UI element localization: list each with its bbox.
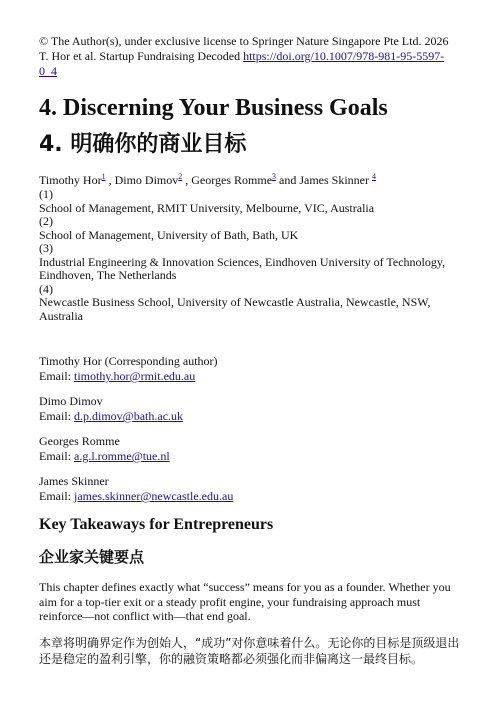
section-heading-zh: 企业家关键要点: [39, 548, 145, 566]
email-label: Email:: [39, 449, 74, 463]
affiliation-text: School of Management, RMIT University, Melbourne, VIC, Australia: [39, 200, 375, 215]
takeaway-paragraph-zh: 本章将明确界定作为创始人，“成功”对你意味着什么。无论你的目标是顶级退出还是稳定的盈利引擎，你的融资策略都必须强化而非偏离这一最终目标。: [39, 635, 460, 666]
copyright-line: © The Author(s), under exclusive license to Springer Nature Singapore Pte Ltd. 2026: [39, 34, 449, 48]
affiliation-text: Newcastle Business School, University of Newcastle Australia, Newcastle, NSW, Australia: [39, 295, 431, 323]
affiliation-number: (2): [39, 214, 53, 228]
book-ref-text: T. Hor et al. Startup Fundraising Decoded: [39, 49, 244, 63]
contact-entry: [39, 434, 462, 464]
chapter-title-en: 4. Discerning Your Business Goals: [39, 95, 388, 121]
author-affiliation-link[interactable]: 1: [101, 172, 106, 181]
email-link[interactable]: james.skinner@newcastle.edu.au: [74, 489, 234, 503]
affiliation-list: [39, 188, 462, 323]
email-label: Email:: [39, 409, 74, 423]
book-reference: [39, 49, 462, 79]
author-affiliation-link[interactable]: 3: [272, 172, 277, 181]
email-link[interactable]: d.p.dimov@bath.ac.uk: [74, 409, 184, 423]
contact-name: Timothy Hor (Corresponding author): [39, 354, 218, 368]
contact-entry: [39, 354, 462, 384]
contact-entry: [39, 474, 462, 504]
email-label: Email:: [39, 489, 74, 503]
doi-link[interactable]: https://doi.org/10.1007/978-981-95-5597-0_4: [39, 49, 445, 78]
contact-list: [39, 354, 462, 504]
contact-name: James Skinner: [39, 474, 109, 488]
affiliation-number: (1): [39, 187, 53, 201]
email-link[interactable]: timothy.hor@rmit.edu.au: [74, 369, 196, 383]
email-link[interactable]: a.g.l.romme@tue.nl: [74, 449, 170, 463]
author-separator: ,: [182, 173, 192, 187]
author-separator: and: [276, 173, 300, 187]
chapter-title-zh: 4. 明确你的商业目标: [39, 132, 247, 157]
author-separator: ,: [105, 173, 115, 187]
contact-name: Dimo Dimov: [39, 394, 103, 408]
author-name: Dimo Dimov: [114, 173, 179, 187]
affiliation-text: Industrial Engineering & Innovation Sciences, Eindhoven University of Technology, Eindhoven, The Netherlands: [39, 254, 446, 282]
takeaway-paragraph-en: This chapter defines exactly what “success” means for you as a founder. Whether you aim for a top-tier exit or a steady profit engine, your fundraising approach must reinforce—not conflict with—that end goal.: [39, 580, 451, 623]
email-label: Email:: [39, 369, 74, 383]
author-affiliation-link[interactable]: 4: [372, 172, 376, 181]
author-list: [39, 173, 462, 188]
author-name: Georges Romme: [191, 173, 273, 187]
contact-name: Georges Romme: [39, 434, 120, 448]
author-affiliation-link[interactable]: 2: [178, 172, 183, 181]
affiliation-number: (3): [39, 241, 53, 255]
author-name: Timothy Hor: [39, 173, 102, 187]
contact-entry: [39, 394, 462, 424]
author-name: James Skinner: [299, 173, 369, 187]
affiliation-number: (4): [39, 281, 53, 296]
affiliation-text: School of Management, University of Bath, Bath, UK: [39, 227, 299, 242]
section-heading-en: Key Takeaways for Entrepreneurs: [39, 516, 274, 533]
